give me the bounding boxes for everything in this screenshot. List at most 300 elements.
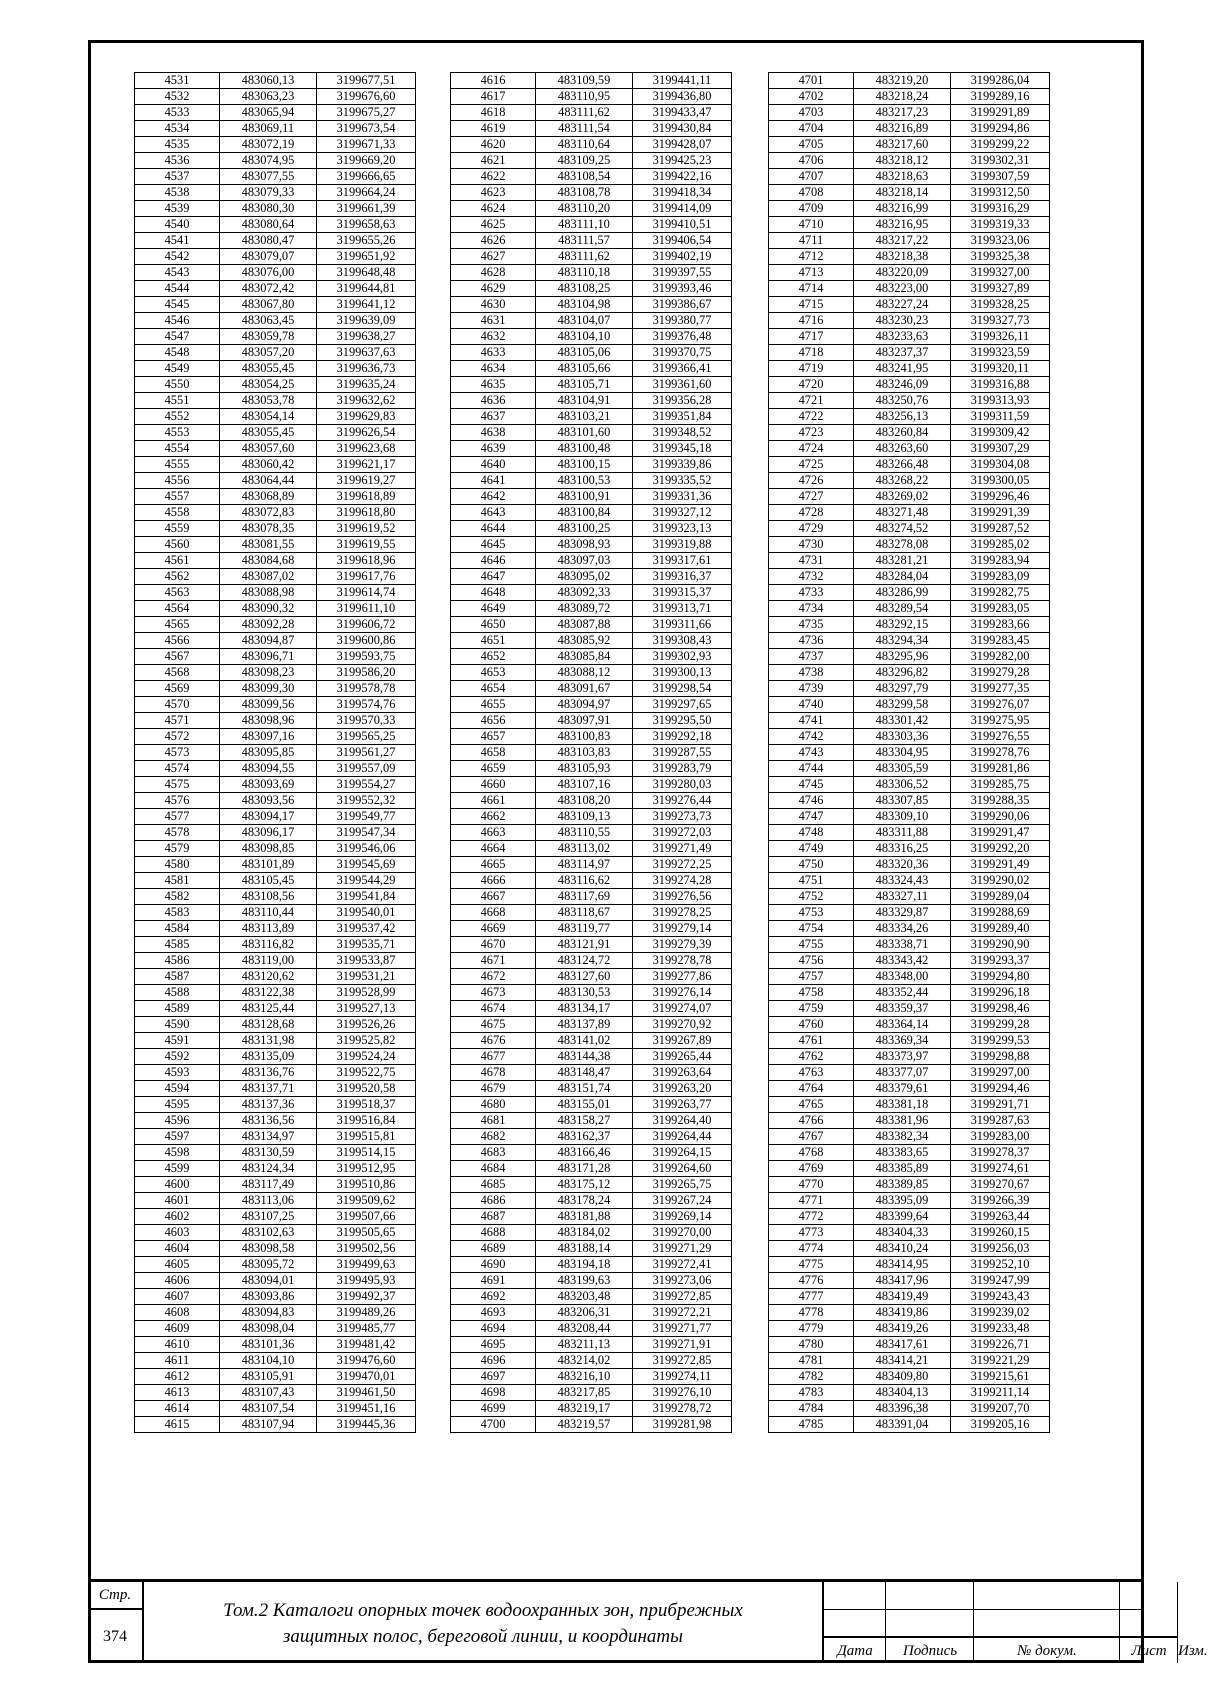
x-coordinate-cell: 483092,33 bbox=[536, 585, 633, 601]
point-number-cell: 4699 bbox=[451, 1401, 536, 1417]
point-number-cell: 4761 bbox=[769, 1033, 854, 1049]
x-coordinate-cell: 483289,54 bbox=[854, 601, 951, 617]
table-row bbox=[769, 1337, 1050, 1353]
point-number-cell: 4684 bbox=[451, 1161, 536, 1177]
x-coordinate-cell: 483107,16 bbox=[536, 777, 633, 793]
x-coordinate-cell: 483217,85 bbox=[536, 1385, 633, 1401]
point-number-cell: 4623 bbox=[451, 185, 536, 201]
table-row bbox=[769, 281, 1050, 297]
x-coordinate-cell: 483098,85 bbox=[220, 841, 317, 857]
point-number-cell: 4723 bbox=[769, 425, 854, 441]
table-row bbox=[135, 217, 416, 233]
y-coordinate-cell: 3199270,00 bbox=[633, 1225, 732, 1241]
y-coordinate-cell: 3199323,06 bbox=[951, 233, 1050, 249]
x-coordinate-cell: 483178,24 bbox=[536, 1193, 633, 1209]
x-coordinate-cell: 483093,69 bbox=[220, 777, 317, 793]
table-row bbox=[769, 1209, 1050, 1225]
point-number-cell: 4730 bbox=[769, 537, 854, 553]
caption-signature: Подпись bbox=[886, 1636, 974, 1663]
point-number-cell: 4597 bbox=[135, 1129, 220, 1145]
point-number-cell: 4637 bbox=[451, 409, 536, 425]
table-row bbox=[769, 1321, 1050, 1337]
x-coordinate-cell: 483111,57 bbox=[536, 233, 633, 249]
y-coordinate-cell: 3199661,39 bbox=[317, 201, 416, 217]
y-coordinate-cell: 3199277,35 bbox=[951, 681, 1050, 697]
x-coordinate-cell: 483108,56 bbox=[220, 889, 317, 905]
x-coordinate-cell: 483111,54 bbox=[536, 121, 633, 137]
table-row bbox=[769, 905, 1050, 921]
point-number-cell: 4754 bbox=[769, 921, 854, 937]
point-number-cell: 4570 bbox=[135, 697, 220, 713]
table-row bbox=[135, 1065, 416, 1081]
table-row bbox=[135, 521, 416, 537]
y-coordinate-cell: 3199283,66 bbox=[951, 617, 1050, 633]
table-row bbox=[769, 1033, 1050, 1049]
table-row bbox=[135, 73, 416, 89]
table-row bbox=[135, 457, 416, 473]
y-coordinate-cell: 3199272,03 bbox=[633, 825, 732, 841]
y-coordinate-cell: 3199272,85 bbox=[633, 1289, 732, 1305]
y-coordinate-cell: 3199292,18 bbox=[633, 729, 732, 745]
point-number-cell: 4639 bbox=[451, 441, 536, 457]
point-number-cell: 4620 bbox=[451, 137, 536, 153]
point-number-cell: 4700 bbox=[451, 1417, 536, 1433]
table-row bbox=[451, 1321, 732, 1337]
table-row bbox=[769, 233, 1050, 249]
point-number-cell: 4583 bbox=[135, 905, 220, 921]
x-coordinate-cell: 483218,14 bbox=[854, 185, 951, 201]
point-number-cell: 4769 bbox=[769, 1161, 854, 1177]
y-coordinate-cell: 3199327,12 bbox=[633, 505, 732, 521]
table-row bbox=[451, 473, 732, 489]
point-number-cell: 4715 bbox=[769, 297, 854, 313]
table-row bbox=[769, 681, 1050, 697]
x-coordinate-cell: 483241,95 bbox=[854, 361, 951, 377]
y-coordinate-cell: 3199316,37 bbox=[633, 569, 732, 585]
x-coordinate-cell: 483093,56 bbox=[220, 793, 317, 809]
table-row bbox=[769, 105, 1050, 121]
table-row bbox=[769, 1353, 1050, 1369]
table-row bbox=[769, 809, 1050, 825]
page-label: Стр. bbox=[88, 1582, 144, 1610]
y-coordinate-cell: 3199271,77 bbox=[633, 1321, 732, 1337]
x-coordinate-cell: 483373,97 bbox=[854, 1049, 951, 1065]
x-coordinate-cell: 483108,54 bbox=[536, 169, 633, 185]
x-coordinate-cell: 483090,32 bbox=[220, 601, 317, 617]
y-coordinate-cell: 3199509,62 bbox=[317, 1193, 416, 1209]
point-number-cell: 4574 bbox=[135, 761, 220, 777]
x-coordinate-cell: 483080,64 bbox=[220, 217, 317, 233]
table-row bbox=[769, 1401, 1050, 1417]
point-number-cell: 4613 bbox=[135, 1385, 220, 1401]
y-coordinate-cell: 3199287,63 bbox=[951, 1113, 1050, 1129]
x-coordinate-cell: 483078,35 bbox=[220, 521, 317, 537]
point-number-cell: 4531 bbox=[135, 73, 220, 89]
y-coordinate-cell: 3199522,75 bbox=[317, 1065, 416, 1081]
point-number-cell: 4728 bbox=[769, 505, 854, 521]
x-coordinate-cell: 483250,76 bbox=[854, 393, 951, 409]
x-coordinate-cell: 483097,16 bbox=[220, 729, 317, 745]
x-coordinate-cell: 483100,53 bbox=[536, 473, 633, 489]
table-row bbox=[135, 361, 416, 377]
table-row bbox=[135, 1113, 416, 1129]
y-coordinate-cell: 3199516,84 bbox=[317, 1113, 416, 1129]
x-coordinate-cell: 483104,98 bbox=[536, 297, 633, 313]
x-coordinate-cell: 483103,21 bbox=[536, 409, 633, 425]
x-coordinate-cell: 483278,08 bbox=[854, 537, 951, 553]
y-coordinate-cell: 3199270,92 bbox=[633, 1017, 732, 1033]
table-row bbox=[451, 1081, 732, 1097]
y-coordinate-cell: 3199623,68 bbox=[317, 441, 416, 457]
y-coordinate-cell: 3199281,98 bbox=[633, 1417, 732, 1433]
table-row bbox=[769, 121, 1050, 137]
x-coordinate-cell: 483352,44 bbox=[854, 985, 951, 1001]
point-number-cell: 4636 bbox=[451, 393, 536, 409]
x-coordinate-cell: 483320,36 bbox=[854, 857, 951, 873]
x-coordinate-cell: 483063,23 bbox=[220, 89, 317, 105]
x-coordinate-cell: 483110,44 bbox=[220, 905, 317, 921]
x-coordinate-cell: 483260,84 bbox=[854, 425, 951, 441]
x-coordinate-cell: 483274,52 bbox=[854, 521, 951, 537]
x-coordinate-cell: 483097,03 bbox=[536, 553, 633, 569]
table-row bbox=[769, 1241, 1050, 1257]
point-number-cell: 4682 bbox=[451, 1129, 536, 1145]
point-number-cell: 4602 bbox=[135, 1209, 220, 1225]
point-number-cell: 4660 bbox=[451, 777, 536, 793]
x-coordinate-cell: 483054,25 bbox=[220, 377, 317, 393]
x-coordinate-cell: 483104,91 bbox=[536, 393, 633, 409]
y-coordinate-cell: 3199593,75 bbox=[317, 649, 416, 665]
table-row bbox=[769, 1225, 1050, 1241]
y-coordinate-cell: 3199510,86 bbox=[317, 1177, 416, 1193]
table-row bbox=[451, 361, 732, 377]
y-coordinate-cell: 3199366,41 bbox=[633, 361, 732, 377]
y-coordinate-cell: 3199677,51 bbox=[317, 73, 416, 89]
x-coordinate-cell: 483158,27 bbox=[536, 1113, 633, 1129]
table-row bbox=[451, 1305, 732, 1321]
point-number-cell: 4703 bbox=[769, 105, 854, 121]
y-coordinate-cell: 3199304,08 bbox=[951, 457, 1050, 473]
y-coordinate-cell: 3199287,52 bbox=[951, 521, 1050, 537]
table-row bbox=[451, 153, 732, 169]
y-coordinate-cell: 3199505,65 bbox=[317, 1225, 416, 1241]
point-number-cell: 4590 bbox=[135, 1017, 220, 1033]
x-coordinate-cell: 483094,87 bbox=[220, 633, 317, 649]
y-coordinate-cell: 3199451,16 bbox=[317, 1401, 416, 1417]
y-coordinate-cell: 3199316,88 bbox=[951, 377, 1050, 393]
table-row bbox=[451, 937, 732, 953]
table-row bbox=[135, 313, 416, 329]
table-row bbox=[769, 265, 1050, 281]
point-number-cell: 4651 bbox=[451, 633, 536, 649]
y-coordinate-cell: 3199264,40 bbox=[633, 1113, 732, 1129]
x-coordinate-cell: 483246,09 bbox=[854, 377, 951, 393]
y-coordinate-cell: 3199402,19 bbox=[633, 249, 732, 265]
y-coordinate-cell: 3199644,81 bbox=[317, 281, 416, 297]
x-coordinate-cell: 483072,19 bbox=[220, 137, 317, 153]
x-coordinate-cell: 483064,44 bbox=[220, 473, 317, 489]
x-coordinate-cell: 483379,61 bbox=[854, 1081, 951, 1097]
x-coordinate-cell: 483108,78 bbox=[536, 185, 633, 201]
x-coordinate-cell: 483069,11 bbox=[220, 121, 317, 137]
point-number-cell: 4588 bbox=[135, 985, 220, 1001]
table-row bbox=[451, 777, 732, 793]
x-coordinate-cell: 483299,58 bbox=[854, 697, 951, 713]
table-row bbox=[451, 985, 732, 1001]
x-coordinate-cell: 483065,94 bbox=[220, 105, 317, 121]
point-number-cell: 4680 bbox=[451, 1097, 536, 1113]
point-number-cell: 4721 bbox=[769, 393, 854, 409]
table-row bbox=[135, 697, 416, 713]
point-number-cell: 4657 bbox=[451, 729, 536, 745]
x-coordinate-cell: 483219,57 bbox=[536, 1417, 633, 1433]
y-coordinate-cell: 3199290,02 bbox=[951, 873, 1050, 889]
y-coordinate-cell: 3199294,86 bbox=[951, 121, 1050, 137]
x-coordinate-cell: 483098,96 bbox=[220, 713, 317, 729]
y-coordinate-cell: 3199578,78 bbox=[317, 681, 416, 697]
table-row bbox=[769, 969, 1050, 985]
point-number-cell: 4621 bbox=[451, 153, 536, 169]
y-coordinate-cell: 3199481,42 bbox=[317, 1337, 416, 1353]
point-number-cell: 4707 bbox=[769, 169, 854, 185]
table-row bbox=[135, 1177, 416, 1193]
point-number-cell: 4746 bbox=[769, 793, 854, 809]
x-coordinate-cell: 483410,24 bbox=[854, 1241, 951, 1257]
x-coordinate-cell: 483100,91 bbox=[536, 489, 633, 505]
y-coordinate-cell: 3199323,13 bbox=[633, 521, 732, 537]
point-number-cell: 4670 bbox=[451, 937, 536, 953]
y-coordinate-cell: 3199618,89 bbox=[317, 489, 416, 505]
x-coordinate-cell: 483151,74 bbox=[536, 1081, 633, 1097]
table-row bbox=[451, 1145, 732, 1161]
y-coordinate-cell: 3199276,55 bbox=[951, 729, 1050, 745]
x-coordinate-cell: 483098,23 bbox=[220, 665, 317, 681]
point-number-cell: 4534 bbox=[135, 121, 220, 137]
point-number-cell: 4782 bbox=[769, 1369, 854, 1385]
table-row bbox=[769, 601, 1050, 617]
table-row bbox=[451, 201, 732, 217]
x-coordinate-cell: 483057,60 bbox=[220, 441, 317, 457]
y-coordinate-cell: 3199272,41 bbox=[633, 1257, 732, 1273]
y-coordinate-cell: 3199288,69 bbox=[951, 905, 1050, 921]
point-number-cell: 4578 bbox=[135, 825, 220, 841]
y-coordinate-cell: 3199533,87 bbox=[317, 953, 416, 969]
y-coordinate-cell: 3199445,36 bbox=[317, 1417, 416, 1433]
point-number-cell: 4568 bbox=[135, 665, 220, 681]
point-number-cell: 4577 bbox=[135, 809, 220, 825]
x-coordinate-cell: 483217,22 bbox=[854, 233, 951, 249]
x-coordinate-cell: 483137,89 bbox=[536, 1017, 633, 1033]
y-coordinate-cell: 3199277,86 bbox=[633, 969, 732, 985]
table-row bbox=[135, 505, 416, 521]
table-row bbox=[769, 473, 1050, 489]
x-coordinate-cell: 483120,62 bbox=[220, 969, 317, 985]
point-number-cell: 4695 bbox=[451, 1337, 536, 1353]
x-coordinate-cell: 483125,44 bbox=[220, 1001, 317, 1017]
point-number-cell: 4664 bbox=[451, 841, 536, 857]
y-coordinate-cell: 3199283,45 bbox=[951, 633, 1050, 649]
y-coordinate-cell: 3199356,28 bbox=[633, 393, 732, 409]
point-number-cell: 4629 bbox=[451, 281, 536, 297]
table-row bbox=[769, 1001, 1050, 1017]
y-coordinate-cell: 3199291,71 bbox=[951, 1097, 1050, 1113]
y-coordinate-cell: 3199524,24 bbox=[317, 1049, 416, 1065]
table-row bbox=[135, 921, 416, 937]
y-coordinate-cell: 3199260,15 bbox=[951, 1225, 1050, 1241]
table-row bbox=[451, 761, 732, 777]
point-number-cell: 4777 bbox=[769, 1289, 854, 1305]
y-coordinate-cell: 3199291,49 bbox=[951, 857, 1050, 873]
x-coordinate-cell: 483117,49 bbox=[220, 1177, 317, 1193]
y-coordinate-cell: 3199345,18 bbox=[633, 441, 732, 457]
y-coordinate-cell: 3199285,02 bbox=[951, 537, 1050, 553]
table-row bbox=[451, 89, 732, 105]
y-coordinate-cell: 3199276,07 bbox=[951, 697, 1050, 713]
point-number-cell: 4624 bbox=[451, 201, 536, 217]
table-row bbox=[451, 841, 732, 857]
point-number-cell: 4665 bbox=[451, 857, 536, 873]
point-number-cell: 4766 bbox=[769, 1113, 854, 1129]
point-number-cell: 4540 bbox=[135, 217, 220, 233]
point-number-cell: 4580 bbox=[135, 857, 220, 873]
y-coordinate-cell: 3199489,26 bbox=[317, 1305, 416, 1321]
point-number-cell: 4644 bbox=[451, 521, 536, 537]
point-number-cell: 4555 bbox=[135, 457, 220, 473]
point-number-cell: 4647 bbox=[451, 569, 536, 585]
y-coordinate-cell: 3199308,43 bbox=[633, 633, 732, 649]
y-coordinate-cell: 3199526,26 bbox=[317, 1017, 416, 1033]
point-number-cell: 4545 bbox=[135, 297, 220, 313]
point-number-cell: 4615 bbox=[135, 1417, 220, 1433]
point-number-cell: 4585 bbox=[135, 937, 220, 953]
y-coordinate-cell: 3199270,67 bbox=[951, 1177, 1050, 1193]
y-coordinate-cell: 3199264,60 bbox=[633, 1161, 732, 1177]
x-coordinate-cell: 483301,42 bbox=[854, 713, 951, 729]
table-row bbox=[769, 937, 1050, 953]
y-coordinate-cell: 3199632,62 bbox=[317, 393, 416, 409]
x-coordinate-cell: 483087,88 bbox=[536, 617, 633, 633]
point-number-cell: 4718 bbox=[769, 345, 854, 361]
table-row bbox=[135, 953, 416, 969]
point-number-cell: 4548 bbox=[135, 345, 220, 361]
point-number-cell: 4591 bbox=[135, 1033, 220, 1049]
point-number-cell: 4600 bbox=[135, 1177, 220, 1193]
point-number-cell: 4633 bbox=[451, 345, 536, 361]
y-coordinate-cell: 3199267,89 bbox=[633, 1033, 732, 1049]
table-row bbox=[769, 1193, 1050, 1209]
table-row bbox=[451, 809, 732, 825]
point-number-cell: 4667 bbox=[451, 889, 536, 905]
y-coordinate-cell: 3199328,25 bbox=[951, 297, 1050, 313]
point-number-cell: 4692 bbox=[451, 1289, 536, 1305]
table-row bbox=[769, 617, 1050, 633]
point-number-cell: 4714 bbox=[769, 281, 854, 297]
point-number-cell: 4722 bbox=[769, 409, 854, 425]
table-row bbox=[769, 377, 1050, 393]
table-row bbox=[769, 505, 1050, 521]
y-coordinate-cell: 3199289,04 bbox=[951, 889, 1050, 905]
x-coordinate-cell: 483227,24 bbox=[854, 297, 951, 313]
y-coordinate-cell: 3199675,27 bbox=[317, 105, 416, 121]
point-number-cell: 4768 bbox=[769, 1145, 854, 1161]
table-row bbox=[135, 1417, 416, 1433]
table-row bbox=[769, 745, 1050, 761]
table-row bbox=[135, 185, 416, 201]
x-coordinate-cell: 483121,91 bbox=[536, 937, 633, 953]
y-coordinate-cell: 3199327,00 bbox=[951, 265, 1050, 281]
y-coordinate-cell: 3199418,34 bbox=[633, 185, 732, 201]
point-number-cell: 4771 bbox=[769, 1193, 854, 1209]
x-coordinate-cell: 483211,13 bbox=[536, 1337, 633, 1353]
point-number-cell: 4676 bbox=[451, 1033, 536, 1049]
y-coordinate-cell: 3199540,01 bbox=[317, 905, 416, 921]
y-coordinate-cell: 3199386,67 bbox=[633, 297, 732, 313]
y-coordinate-cell: 3199263,20 bbox=[633, 1081, 732, 1097]
table-row bbox=[769, 921, 1050, 937]
table-row bbox=[135, 1225, 416, 1241]
page-number: 374 bbox=[88, 1610, 144, 1663]
table-row bbox=[135, 1129, 416, 1145]
x-coordinate-cell: 483094,17 bbox=[220, 809, 317, 825]
table-row bbox=[451, 905, 732, 921]
y-coordinate-cell: 3199470,01 bbox=[317, 1369, 416, 1385]
y-coordinate-cell: 3199279,39 bbox=[633, 937, 732, 953]
point-number-cell: 4773 bbox=[769, 1225, 854, 1241]
table-row bbox=[769, 489, 1050, 505]
table-row bbox=[451, 1065, 732, 1081]
point-number-cell: 4569 bbox=[135, 681, 220, 697]
y-coordinate-cell: 3199414,09 bbox=[633, 201, 732, 217]
x-coordinate-cell: 483414,21 bbox=[854, 1353, 951, 1369]
table-row bbox=[451, 1193, 732, 1209]
y-coordinate-cell: 3199307,59 bbox=[951, 169, 1050, 185]
point-number-cell: 4674 bbox=[451, 1001, 536, 1017]
point-number-cell: 4780 bbox=[769, 1337, 854, 1353]
point-number-cell: 4635 bbox=[451, 377, 536, 393]
table-row bbox=[451, 1385, 732, 1401]
x-coordinate-cell: 483094,97 bbox=[536, 697, 633, 713]
y-coordinate-cell: 3199557,09 bbox=[317, 761, 416, 777]
point-number-cell: 4650 bbox=[451, 617, 536, 633]
y-coordinate-cell: 3199263,77 bbox=[633, 1097, 732, 1113]
y-coordinate-cell: 3199535,71 bbox=[317, 937, 416, 953]
point-number-cell: 4708 bbox=[769, 185, 854, 201]
table-row bbox=[769, 345, 1050, 361]
table-row bbox=[769, 313, 1050, 329]
table-row bbox=[451, 553, 732, 569]
y-coordinate-cell: 3199283,00 bbox=[951, 1129, 1050, 1145]
x-coordinate-cell: 483409,80 bbox=[854, 1369, 951, 1385]
table-row bbox=[135, 1353, 416, 1369]
table-row bbox=[135, 729, 416, 745]
point-number-cell: 4541 bbox=[135, 233, 220, 249]
x-coordinate-cell: 483107,25 bbox=[220, 1209, 317, 1225]
point-number-cell: 4561 bbox=[135, 553, 220, 569]
y-coordinate-cell: 3199570,33 bbox=[317, 713, 416, 729]
y-coordinate-cell: 3199422,16 bbox=[633, 169, 732, 185]
x-coordinate-cell: 483104,10 bbox=[536, 329, 633, 345]
x-coordinate-cell: 483141,02 bbox=[536, 1033, 633, 1049]
point-number-cell: 4709 bbox=[769, 201, 854, 217]
x-coordinate-cell: 483110,20 bbox=[536, 201, 633, 217]
table-row bbox=[135, 1017, 416, 1033]
x-coordinate-cell: 483105,45 bbox=[220, 873, 317, 889]
point-number-cell: 4758 bbox=[769, 985, 854, 1001]
table-row bbox=[769, 89, 1050, 105]
point-number-cell: 4755 bbox=[769, 937, 854, 953]
point-number-cell: 4631 bbox=[451, 313, 536, 329]
y-coordinate-cell: 3199436,80 bbox=[633, 89, 732, 105]
